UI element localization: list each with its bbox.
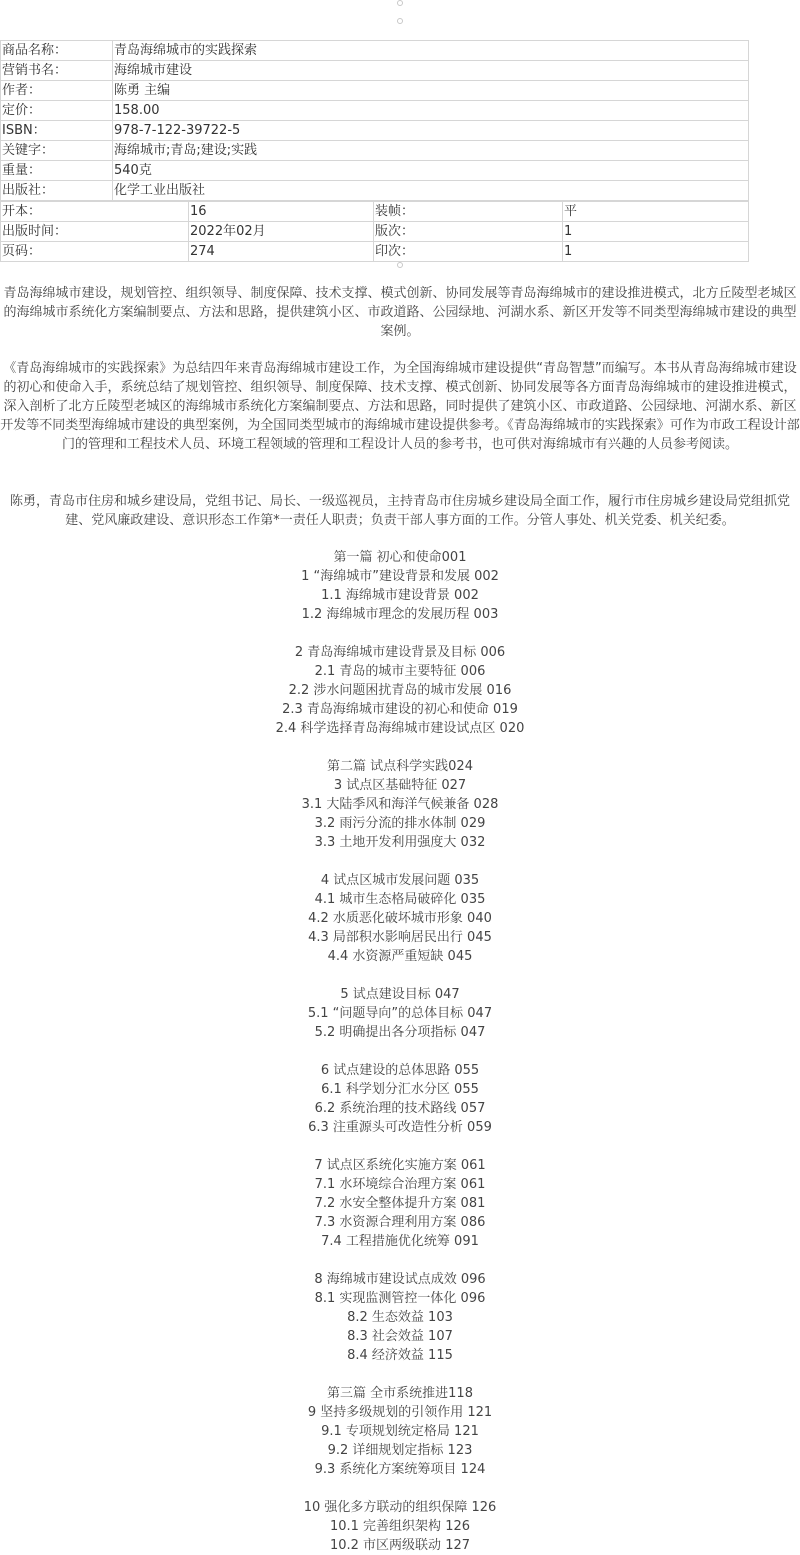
info-value: 青岛海绵城市的实践探索 [113, 41, 749, 61]
info-label: 关键字： [1, 141, 113, 161]
summary-paragraph: 青岛海绵城市建设，规划管控、组织领导、制度保障、技术支撑、模式创新、协同发展等青岛海绵城市的建设推进模式，北方丘陵型老城区的海绵城市系统化方案编制要点、方法和思路，提供建筑小区、市政道路、公园绿地、河湖水系、新区开发等不同类型海绵城市建设的典型案例。 [3, 286, 797, 339]
decorative-dot-3 [397, 262, 403, 268]
info-row [1, 81, 749, 101]
toc-spacer [0, 1137, 800, 1156]
info-row [1, 161, 749, 181]
toc-entry: 7.2 水安全整体提升方案 081 [314, 1196, 486, 1211]
spec-label: 版次： [374, 222, 563, 242]
toc-entry: 4.1 城市生态格局破碎化 035 [314, 892, 486, 907]
toc-entry: 9.1 专项规划统定格局 121 [321, 1424, 479, 1439]
toc-entry: 6.2 系统治理的技术路线 057 [314, 1101, 486, 1116]
toc-entry: 8.4 经济效益 115 [347, 1348, 453, 1363]
toc-spacer [0, 852, 800, 871]
toc-entry: 10.2 市区两级联动 127 [329, 1538, 471, 1553]
info-value: 化学工业出版社 [113, 181, 749, 201]
info-value: 978-7-122-39722-5 [113, 121, 749, 141]
toc-entry: 第三篇 全市系统推进118 [327, 1386, 473, 1401]
info-row [1, 41, 749, 61]
table-of-contents [0, 548, 800, 1555]
info-label: 重量： [1, 161, 113, 181]
toc-entry: 1 “海绵城市”建设背景和发展 002 [301, 569, 499, 584]
toc-entry: 7.1 水环境综合治理方案 061 [314, 1177, 486, 1192]
spec-label: 装帧： [374, 202, 563, 222]
info-value: 158.00 [113, 101, 749, 121]
info-row [1, 141, 749, 161]
info-value: 陈勇 主编 [113, 81, 749, 101]
toc-entry: 6.3 注重源头可改造性分析 059 [308, 1120, 492, 1135]
info-label: 定价： [1, 101, 113, 121]
spec-row [1, 222, 749, 242]
spec-value: 1 [563, 222, 749, 242]
info-row [1, 121, 749, 141]
info-value: 540克 [113, 161, 749, 181]
toc-spacer [0, 1479, 800, 1498]
toc-entry: 2.1 青岛的城市主要特征 006 [314, 664, 486, 679]
spec-row [1, 242, 749, 262]
info-value: 海绵城市建设 [113, 61, 749, 81]
toc-entry: 10 强化多方联动的组织保障 126 [303, 1500, 497, 1515]
toc-spacer [0, 624, 800, 643]
toc-entry: 6 试点建设的总体思路 055 [320, 1063, 480, 1078]
toc-entry: 5.2 明确提出各分项指标 047 [314, 1025, 486, 1040]
spec-value: 274 [189, 242, 374, 262]
info-row [1, 101, 749, 121]
product-info-table [0, 40, 749, 201]
toc-entry: 9 坚持多级规划的引领作用 121 [307, 1405, 493, 1420]
toc-entry: 1.1 海绵城市建设背景 002 [321, 588, 479, 603]
toc-entry: 8.3 社会效益 107 [347, 1329, 453, 1344]
info-row [1, 181, 749, 201]
spec-value: 2022年02月 [189, 222, 374, 242]
toc-entry: 7.4 工程措施优化统筹 091 [321, 1234, 479, 1249]
spec-value: 1 [563, 242, 749, 262]
info-label: 出版社： [1, 181, 113, 201]
toc-entry: 4.2 水质恶化破坏城市形象 040 [308, 911, 492, 926]
intro-paragraph: 《青岛海绵城市的实践探索》为总结四年来青岛海绵城市建设工作，为全国海绵城市建设提供“青岛智慧”而编写。本书从青岛海绵城市建设的初心和使命入手，系统总结了规划管控、组织领导、制度保障、技术支撑、模式创新、协同发展等各方面青岛海绵城市的建设推进模式，深入剖析了北方丘陵型老城区的海绵城市系统化方案编制要点、方法和思路，同时提供了建筑小区、市政道路、公园绿地、河湖水系、新区开发等不同类型海绵城市建设的典型案例，为全国同类型城市的海绵城市建设提供参考。《青岛海绵城市的实践探索》可作为市政工程设计部门的管理和工程技术人员、环境工程领域的管理和工程设计人员的参考书，也可供对海绵城市有兴趣的人员参考阅读。 [0, 361, 800, 452]
toc-entry: 3.3 土地开发利用强度大 032 [314, 835, 486, 850]
toc-entry: 7 试点区系统化实施方案 061 [314, 1158, 486, 1173]
toc-spacer [0, 1251, 800, 1270]
toc-entry: 2.4 科学选择青岛海绵城市建设试点区 020 [275, 721, 525, 736]
toc-entry: 9.2 详细规划定指标 123 [327, 1443, 473, 1458]
toc-entry: 5 试点建设目标 047 [340, 987, 460, 1002]
toc-entry: 5.1 “问题导向”的总体目标 047 [307, 1006, 493, 1021]
spec-label: 出版时间： [1, 222, 189, 242]
toc-entry: 8 海绵城市建设试点成效 096 [314, 1272, 486, 1287]
info-label: ISBN： [1, 121, 113, 141]
spec-row [1, 202, 749, 222]
toc-entry: 3.1 大陆季风和海洋气候兼备 028 [301, 797, 499, 812]
toc-entry: 9.3 系统化方案统筹项目 124 [314, 1462, 486, 1477]
toc-entry: 2.3 青岛海绵城市建设的初心和使命 019 [282, 702, 518, 717]
toc-entry: 8.2 生态效益 103 [347, 1310, 453, 1325]
toc-spacer [0, 966, 800, 985]
decorative-dot-2 [397, 18, 403, 24]
toc-entry: 6.1 科学划分汇水分区 055 [321, 1082, 479, 1097]
toc-entry: 第一篇 初心和使命001 [333, 550, 467, 565]
toc-spacer [0, 1365, 800, 1384]
toc-entry: 4 试点区城市发展问题 035 [320, 873, 480, 888]
spec-value: 16 [189, 202, 374, 222]
info-label: 营销书名： [1, 61, 113, 81]
info-value: 海绵城市;青岛;建设;实践 [113, 141, 749, 161]
toc-entry: 4.3 局部积水影响居民出行 045 [308, 930, 492, 945]
toc-entry: 10.1 完善组织架构 126 [329, 1519, 471, 1534]
toc-entry: 2 青岛海绵城市建设背景及目标 006 [294, 645, 506, 660]
toc-entry: 8.1 实现监测管控一体化 096 [314, 1291, 486, 1306]
author-bio-paragraph: 陈勇，青岛市住房和城乡建设局，党组书记、局长、一级巡视员，主持青岛市住房城乡建设局全面工作，履行市住房城乡建设局党组抓党建、党风廉政建设、意识形态工作第*一责任人职责；负责干部人事方面的工作。分管人事处、机关党委、机关纪委。 [9, 494, 790, 528]
toc-spacer [0, 738, 800, 757]
toc-entry: 第二篇 试点科学实践024 [327, 759, 473, 774]
info-label: 作者： [1, 81, 113, 101]
toc-entry: 2.2 涉水问题困扰青岛的城市发展 016 [288, 683, 512, 698]
product-spec-table [0, 201, 749, 262]
spec-label: 开本： [1, 202, 189, 222]
spec-label: 印次： [374, 242, 563, 262]
toc-entry: 3 试点区基础特征 027 [333, 778, 467, 793]
spec-value: 平 [563, 202, 749, 222]
toc-entry: 7.3 水资源合理利用方案 086 [314, 1215, 486, 1230]
decorative-dot-1 [397, 0, 403, 6]
toc-spacer [0, 1042, 800, 1061]
toc-entry: 4.4 水资源严重短缺 045 [327, 949, 473, 964]
spec-label: 页码： [1, 242, 189, 262]
toc-entry: 3.2 雨污分流的排水体制 029 [314, 816, 486, 831]
toc-entry: 1.2 海绵城市理念的发展历程 003 [301, 607, 499, 622]
info-label: 商品名称： [1, 41, 113, 61]
info-row [1, 61, 749, 81]
